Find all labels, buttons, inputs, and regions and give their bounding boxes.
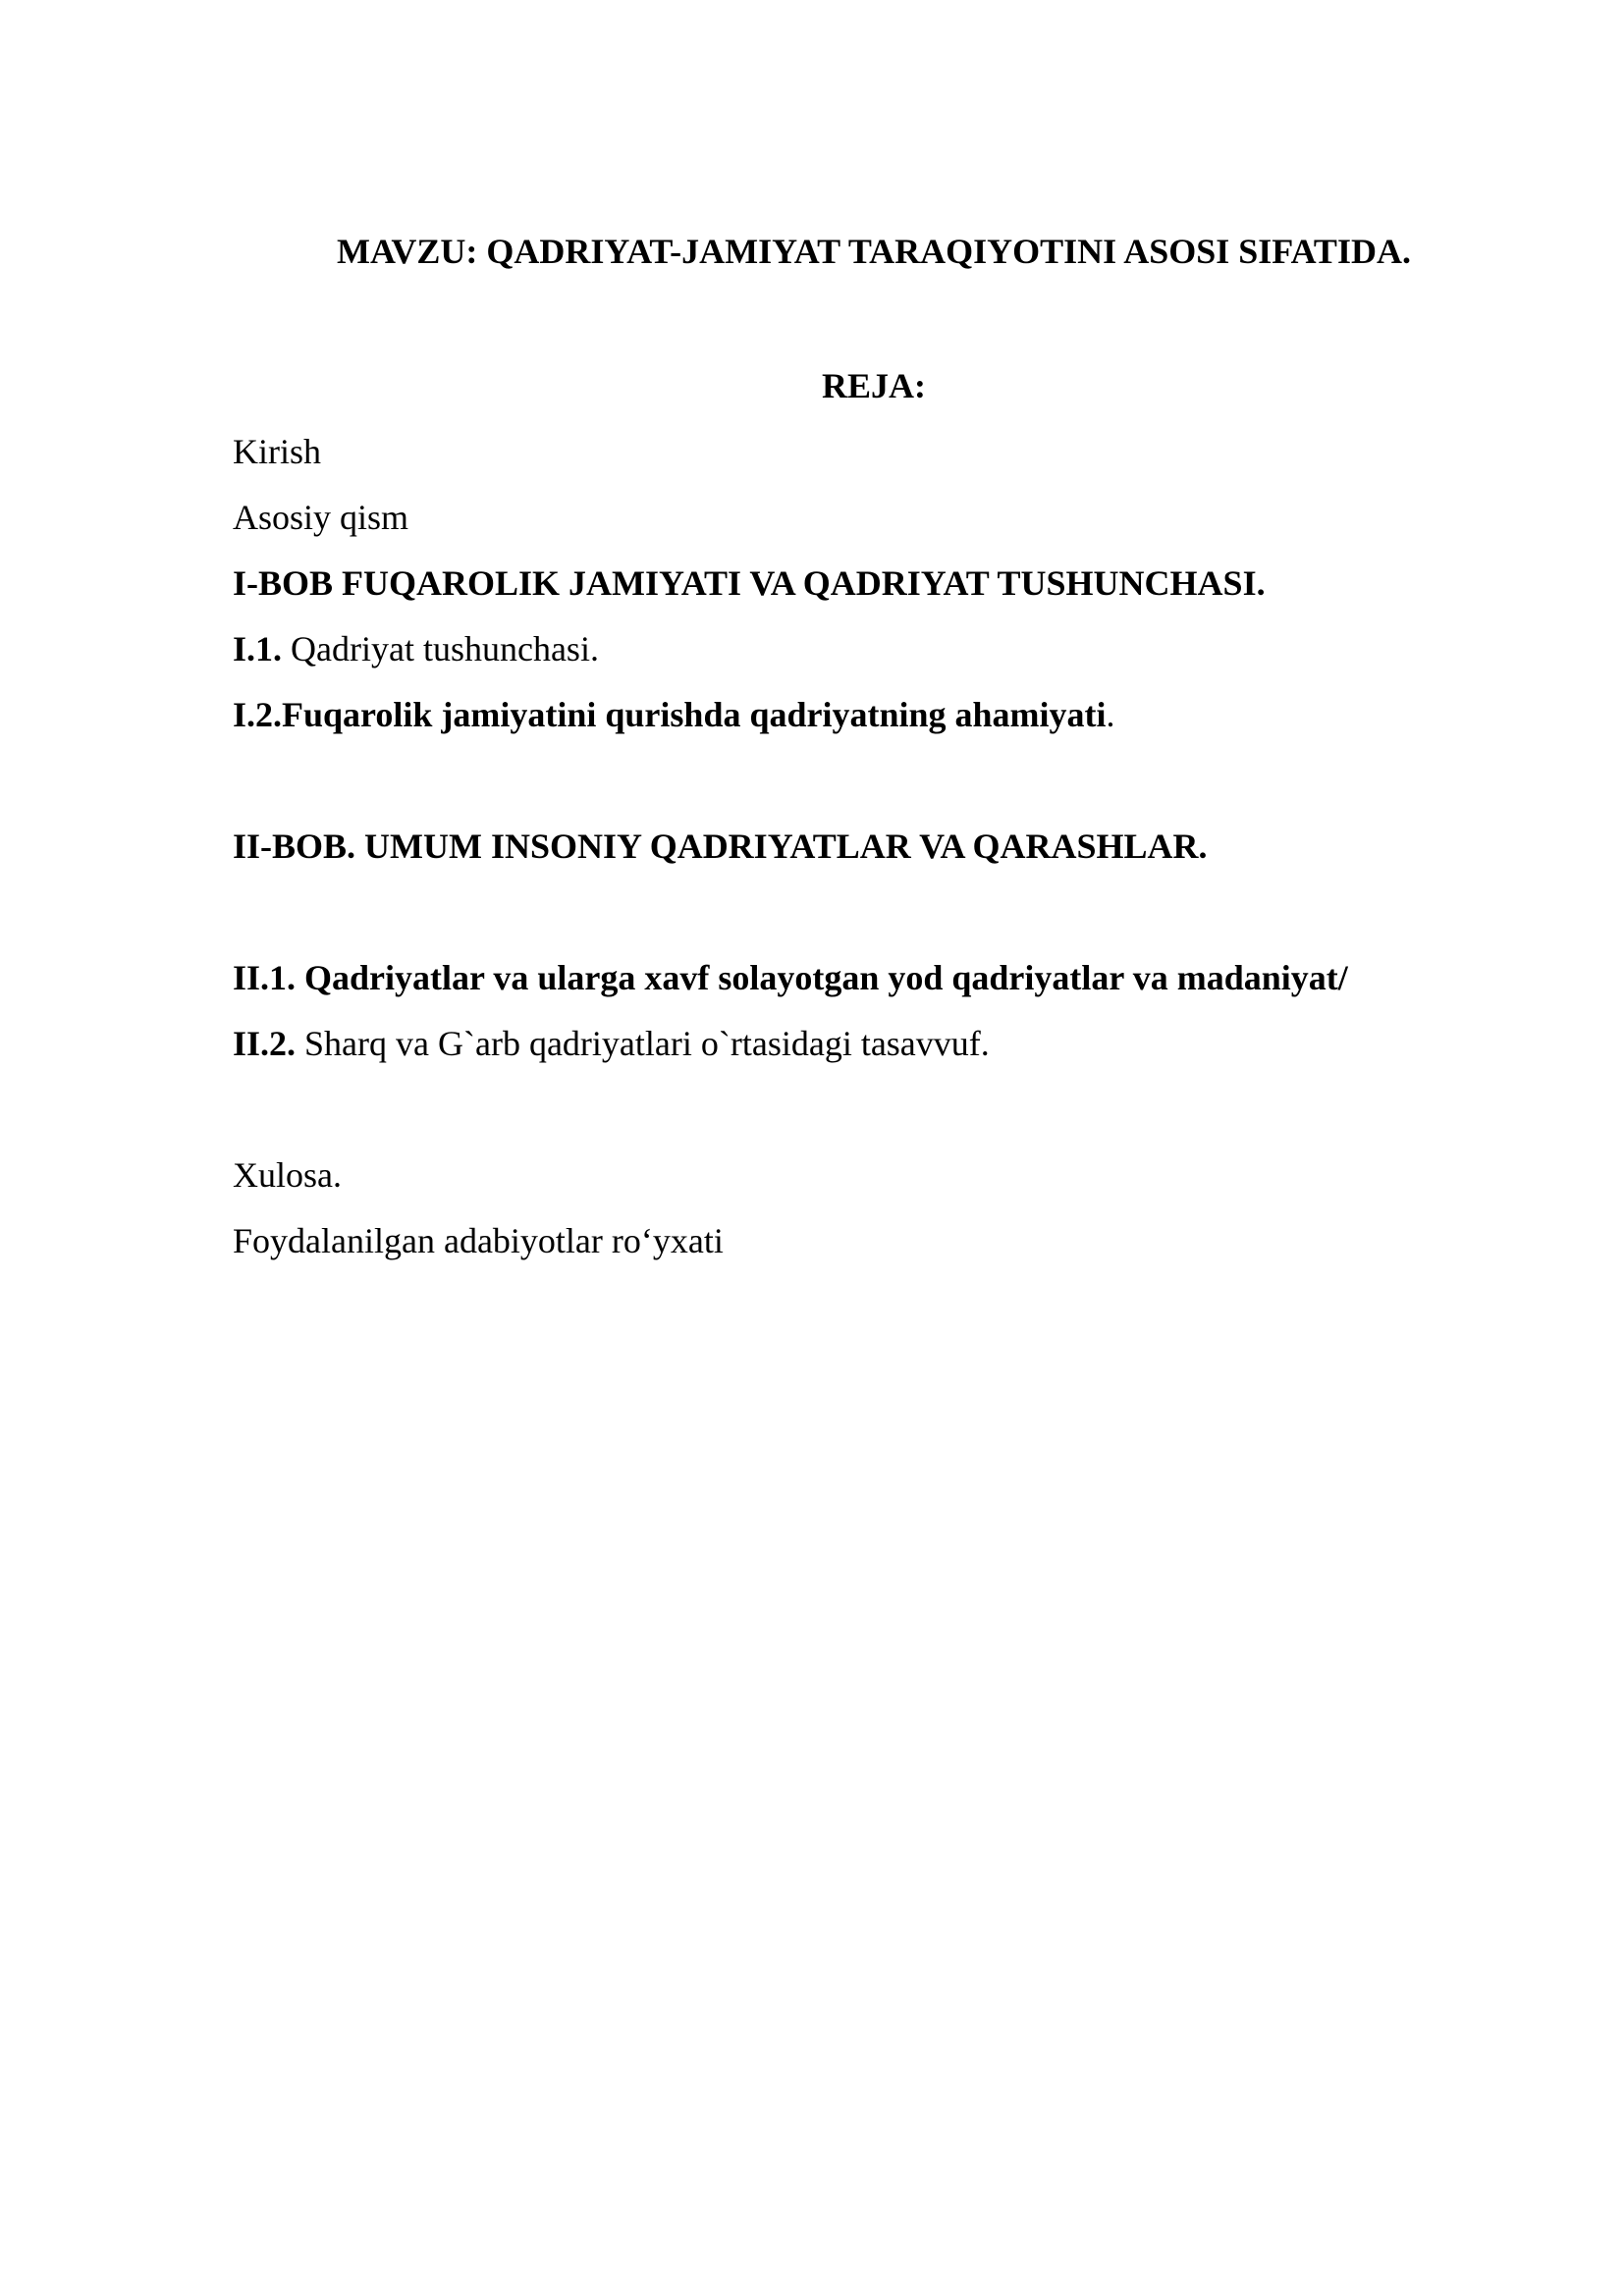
section-number: I.1. [233, 629, 283, 668]
section-text: Sharq va G`arb qadriyatlari o`rtasidagi tasavvuf. [296, 1024, 990, 1063]
chapter1-section1 [233, 627, 599, 670]
section-text: Qadriyat tushunchasi. [282, 629, 599, 668]
plan-item-main-part: Asosiy qism [233, 498, 409, 537]
plan-item-references: Foydalanilgan adabiyotlar ro‘yxati [233, 1221, 724, 1260]
plan-item-conclusion: Xulosa. [233, 1155, 342, 1195]
plan-heading: REJA: [822, 366, 926, 405]
section-text: I.2.Fuqarolik jamiyatini qurishda qadriyatning ahamiyati [233, 695, 1107, 734]
plan-item-intro: Kirish [233, 432, 321, 471]
section-trailing: . [1106, 695, 1115, 734]
chapter1-section2 [233, 693, 1115, 736]
chapter2-section2 [233, 1022, 990, 1065]
chapter2-section1: II.1. Qadriyatlar va ularga xavf solayotgan yod qadriyatlar va madaniyat/ [233, 958, 1348, 997]
section-number: II.2. [233, 1024, 297, 1063]
document-title: MAVZU: QADRIYAT-JAMIYAT TARAQIYOTINI ASOSI SIFATIDA. [337, 232, 1411, 271]
chapter2-heading: II-BOB. UMUM INSONIY QADRIYATLAR VA QARASHLAR. [233, 827, 1208, 866]
chapter1-heading: I-BOB FUQAROLIK JAMIYATI VA QADRIYAT TUSHUNCHASI. [233, 563, 1266, 603]
